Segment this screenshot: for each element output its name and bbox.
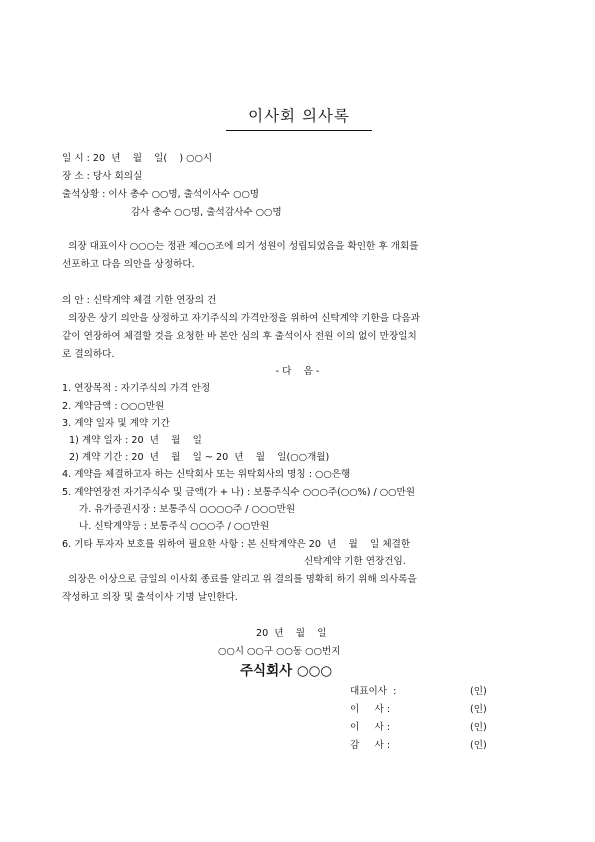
item-5-b: 나. 신탁계약등 : 보통주식 ○○○주 / ○○만원 <box>79 521 270 532</box>
item-2: 2. 계약금액 : ○○○만원 <box>62 401 165 412</box>
agenda-line-2: 같이 연장하여 체결할 것을 요청한 바 본안 심의 후 출석이사 전원 이의 없이 만장일치 <box>62 331 417 342</box>
item-3: 3. 계약 일자 및 계약 기간 <box>62 418 170 429</box>
item-6-continued: 신탁계약 기한 연장건임. <box>304 556 406 567</box>
agenda-line-1: 의장은 상기 의안을 상정하고 자기주식의 가격안정을 위하여 신탁계약 기한을 다음과 <box>62 313 420 324</box>
attendance-auditors: 감사 총수 ○○명, 출석감사수 ○○명 <box>131 207 282 218</box>
closing-line-2: 작성하고 의장 및 출석이사 기명 날인한다. <box>62 592 238 603</box>
item-3-2: 2) 계약 기간 : 20 년 월 일 ~ 20 년 월 일(○○개월) <box>69 452 330 463</box>
signatory-role-director: 이 사 : <box>350 704 391 715</box>
company-address: ○○시 ○○구 ○○동 ○○번지 <box>218 646 341 657</box>
meeting-place: 장 소 : 당사 회의실 <box>62 171 143 182</box>
item-5: 5. 계약연장전 자기주식수 및 금액(가 + 나) : 보통주식수 ○○○주(○○%) / ○○만원 <box>62 487 416 498</box>
agenda-line-3: 로 결의하다. <box>62 349 115 360</box>
seal-mark: (인) <box>470 704 487 715</box>
page-title: 이사회 의사록 <box>226 104 372 131</box>
signatory-role-director: 이 사 : <box>350 722 391 733</box>
seal-mark: (인) <box>470 740 487 751</box>
company-name: 주식회사 ○○○ <box>240 663 333 679</box>
item-4: 4. 계약을 체결하고자 하는 신탁회사 또는 위탁회사의 명칭 : ○○은행 <box>62 469 351 480</box>
signatory-role-auditor: 감 사 : <box>350 740 391 751</box>
agenda-title: 의 안 : 신탁계약 체결 기한 연장의 건 <box>62 295 217 306</box>
seal-mark: (인) <box>470 722 487 733</box>
item-5-a: 가. 유가증권시장 : 보통주식 ○○○○주 / ○○○만원 <box>79 504 296 515</box>
details-heading: - 다 음 - <box>275 366 320 377</box>
attendance-directors: 출석상황 : 이사 총수 ○○명, 출석이사수 ○○명 <box>62 189 260 200</box>
item-3-1: 1) 계약 일자 : 20 년 월 일 <box>69 435 202 446</box>
closing-line-1: 의장은 이상으로 금일의 이사회 종료를 알리고 위 결의를 명확히 하기 위해 의사록을 <box>62 574 417 585</box>
signatory-role-ceo: 대표이사 : <box>350 686 397 697</box>
item-6: 6. 기타 투자자 보호를 위하여 필요한 사항 : 본 신탁계약은 20 년 월 일 체결한 <box>62 539 411 550</box>
item-1: 1. 연장목적 : 자기주식의 가격 안정 <box>62 383 211 394</box>
seal-mark: (인) <box>470 686 487 697</box>
opening-line-1: 의장 대표이사 ○○○는 정관 제○○조에 의거 성원이 성립되었음을 확인한 후 개회를 <box>62 241 419 252</box>
meeting-datetime: 일 시 : 20 년 월 일( ) ○○시 <box>62 153 213 164</box>
signature-date: 20 년 월 일 <box>256 628 327 639</box>
opening-line-2: 선포하고 다음 의안을 상정하다. <box>62 259 195 270</box>
